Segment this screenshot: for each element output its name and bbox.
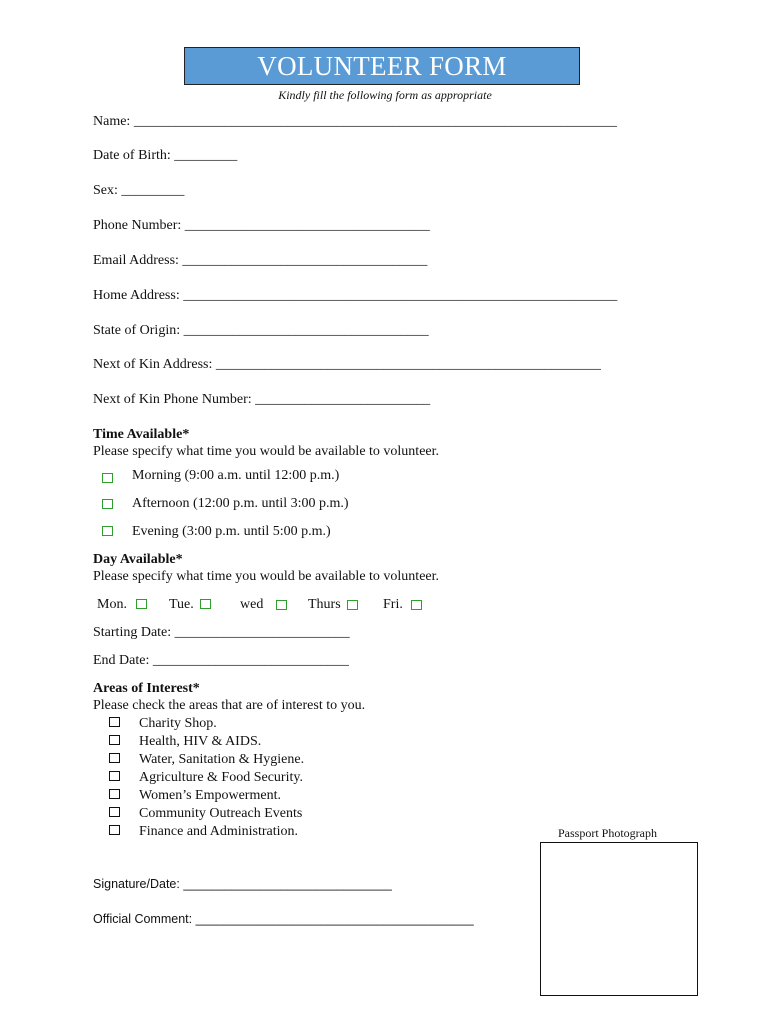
thurs-checkbox[interactable] [347,600,358,610]
agriculture-checkbox[interactable] [109,771,120,781]
name-field[interactable]: Name: _____________________________________________________________________ [93,114,617,129]
health-checkbox[interactable] [109,735,120,745]
day-label-fri: Fri. [383,597,403,612]
home-address-field[interactable]: Home Address: ______________________________________________________________ [93,288,618,303]
phone-field[interactable]: Phone Number: ___________________________________ [93,218,430,233]
afternoon-checkbox[interactable] [102,499,113,509]
sex-field[interactable]: Sex: _________ [93,183,185,198]
community-checkbox[interactable] [109,807,120,817]
mon-checkbox[interactable] [136,599,147,609]
water-checkbox[interactable] [109,753,120,763]
day-instruction: Please specify what time you would be available to volunteer. [93,569,440,584]
time-instruction: Please specify what time you would be available to volunteer. [93,444,440,459]
interest-label-community: Community Outreach Events [139,806,303,821]
state-of-origin-field[interactable]: State of Origin: ___________________________________ [93,323,429,338]
interest-label-water: Water, Sanitation & Hygiene. [139,752,305,767]
morning-label: Morning (9:00 a.m. until 12:00 p.m.) [132,468,340,483]
day-label-thurs: Thurs [308,597,341,612]
wed-checkbox[interactable] [276,600,287,610]
time-heading: Time Available* [93,427,190,442]
starting-date-field[interactable]: Starting Date: _________________________ [93,625,350,640]
kin-address-field[interactable]: Next of Kin Address: _______________________________________________________ [93,357,601,372]
passport-photo-box[interactable] [540,842,698,996]
interest-instruction: Please check the areas that are of interest to you. [93,698,366,713]
interest-label-charity: Charity Shop. [139,716,217,731]
day-label-wed: wed [240,597,264,612]
day-heading: Day Available* [93,552,183,567]
signature-date-field[interactable]: Signature/Date: ______________________________ [93,877,392,891]
end-date-field[interactable]: End Date: ____________________________ [93,653,349,668]
email-field[interactable]: Email Address: ___________________________________ [93,253,428,268]
women-checkbox[interactable] [109,789,120,799]
passport-photo-label: Passport Photograph [558,826,657,840]
evening-checkbox[interactable] [102,526,113,536]
interest-label-agriculture: Agriculture & Food Security. [139,770,303,785]
evening-label: Evening (3:00 p.m. until 5:00 p.m.) [132,524,331,539]
official-comment-field[interactable]: Official Comment: ________________________________________ [93,912,474,926]
charity-shop-checkbox[interactable] [109,717,120,727]
day-label-mon: Mon. [97,597,127,612]
finance-checkbox[interactable] [109,825,120,835]
morning-checkbox[interactable] [102,473,113,483]
tue-checkbox[interactable] [200,599,211,609]
interest-label-health: Health, HIV & AIDS. [139,734,262,749]
fri-checkbox[interactable] [411,600,422,610]
day-label-tue: Tue. [169,597,194,612]
dob-field[interactable]: Date of Birth: _________ [93,148,238,163]
interest-label-women: Women’s Empowerment. [139,788,281,803]
interest-heading: Areas of Interest* [93,681,200,696]
form-title-box [184,47,580,85]
form-title: VOLUNTEER FORM [257,50,507,81]
kin-phone-field[interactable]: Next of Kin Phone Number: _________________________ [93,392,431,407]
form-subtitle: Kindly fill the following form as appropriate [278,88,492,102]
interest-label-finance: Finance and Administration. [139,824,299,839]
afternoon-label: Afternoon (12:00 p.m. until 3:00 p.m.) [132,496,349,511]
